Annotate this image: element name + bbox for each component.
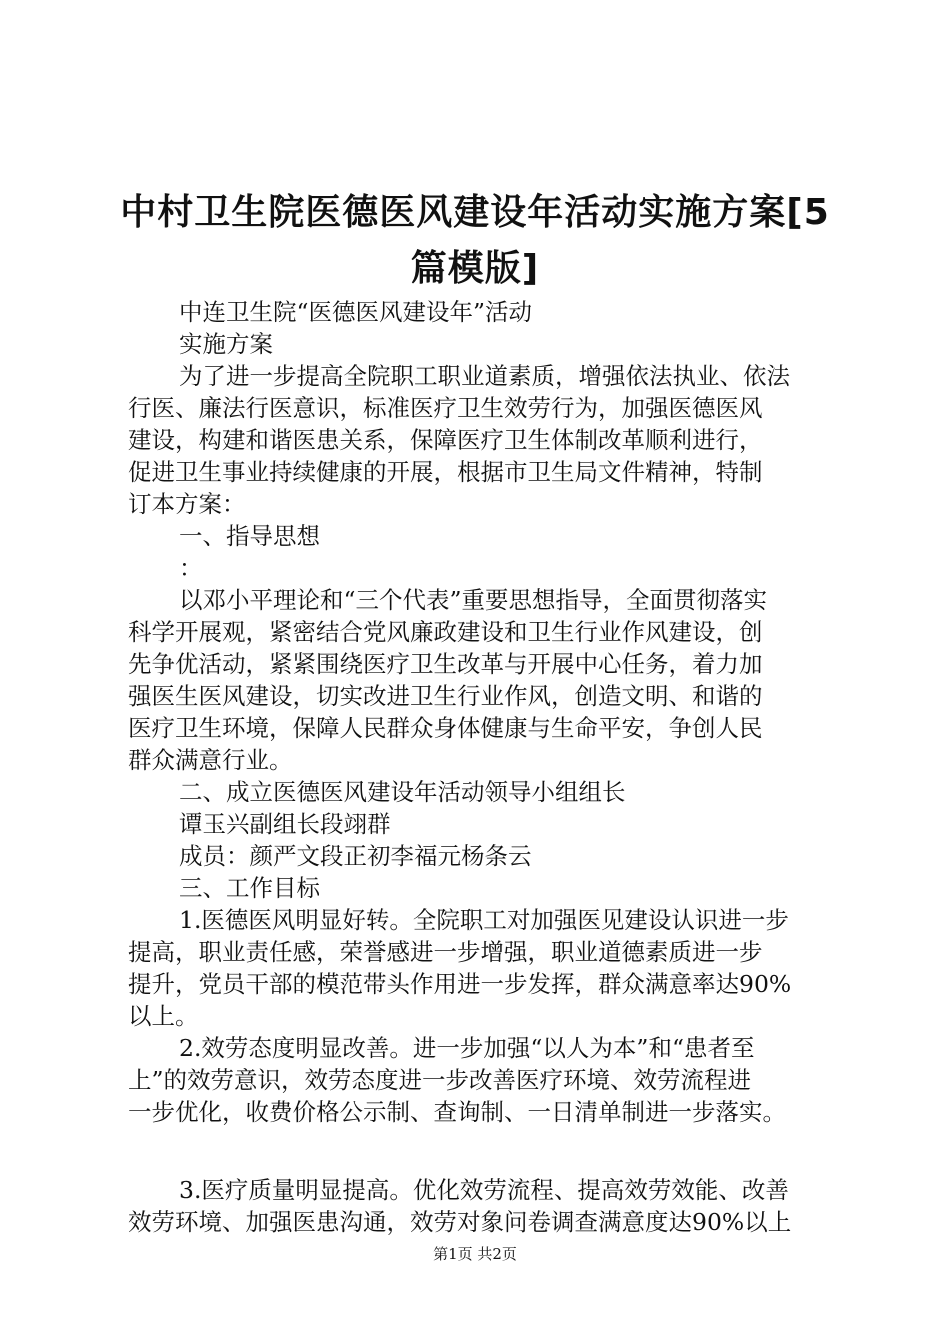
- body-line: 医疗卫生环境，保障人民群众身体健康与生命平安，争创人民: [128, 714, 763, 742]
- section-heading: 二、成立医德医风建设年活动领导小组组长: [179, 778, 626, 806]
- paragraph-gap: [128, 1128, 828, 1174]
- title-line: 中村卫生院医德医风建设年活动实施方案[5: [120, 192, 830, 233]
- body-line: 科学开展观，紧密结合党风廉政建设和卫生行业作风建设，创: [128, 618, 763, 646]
- body-line: ：: [179, 554, 203, 582]
- section-heading: 三、工作目标: [179, 874, 320, 902]
- body-line: 上”的效劳意识，效劳态度进一步改善医疗环境、效劳流程进: [128, 1066, 752, 1094]
- body-line: 为了进一步提高全院职工职业道素质，增强依法执业、依法: [179, 362, 790, 390]
- body-line: 3.医疗质量明显提高。优化效劳流程、提高效劳效能、改善: [179, 1176, 789, 1204]
- document-body: [128, 296, 828, 1238]
- section-heading: 一、指导思想: [179, 522, 320, 550]
- body-line: 1.医德医风明显好转。全院职工对加强医见建设认识进一步: [179, 906, 789, 934]
- body-line: 一步优化，收费价格公示制、查询制、一日清单制进一步落实。: [128, 1098, 786, 1126]
- document-title: [110, 185, 840, 297]
- body-line: 以上。: [128, 1002, 199, 1030]
- body-line: 行医、廉法行医意识，标准医疗卫生效劳行为，加强医德医风: [128, 394, 763, 422]
- body-line: 订本方案：: [128, 490, 246, 518]
- body-line: 成员：颜严文段正初李福元杨条云: [179, 842, 532, 870]
- body-line: 实施方案: [179, 330, 273, 358]
- title-line: 篇模版]: [410, 248, 540, 289]
- body-line: 强医生医风建设，切实改进卫生行业作风，创造文明、和谐的: [128, 682, 763, 710]
- page-footer: 第1页 共2页: [433, 1245, 517, 1263]
- body-line: 效劳环境、加强医患沟通，效劳对象问卷调查满意度达90%以上: [128, 1208, 792, 1236]
- body-line: 先争优活动，紧紧围绕医疗卫生改革与开展中心任务，着力加: [128, 650, 763, 678]
- body-line: 促进卫生事业持续健康的开展，根据市卫生局文件精神，特制: [128, 458, 763, 486]
- body-line: 提升，党员干部的模范带头作用进一步发挥，群众满意率达90%: [128, 970, 792, 998]
- body-line: 2.效劳态度明显改善。进一步加强“以人为本”和“患者至: [179, 1034, 755, 1062]
- body-line: 中连卫生院“医德医风建设年”活动: [179, 298, 533, 326]
- body-line: 群众满意行业。: [128, 746, 293, 774]
- body-line: 建设，构建和谐医患关系，保障医疗卫生体制改革顺利进行，: [128, 426, 763, 454]
- body-line: 以邓小平理论和“三个代表”重要思想指导，全面贯彻落实: [179, 586, 768, 614]
- body-line: 提高，职业责任感，荣誉感进一步增强，职业道德素质进一步: [128, 938, 763, 966]
- body-line: 谭玉兴副组长段翊群: [179, 810, 391, 838]
